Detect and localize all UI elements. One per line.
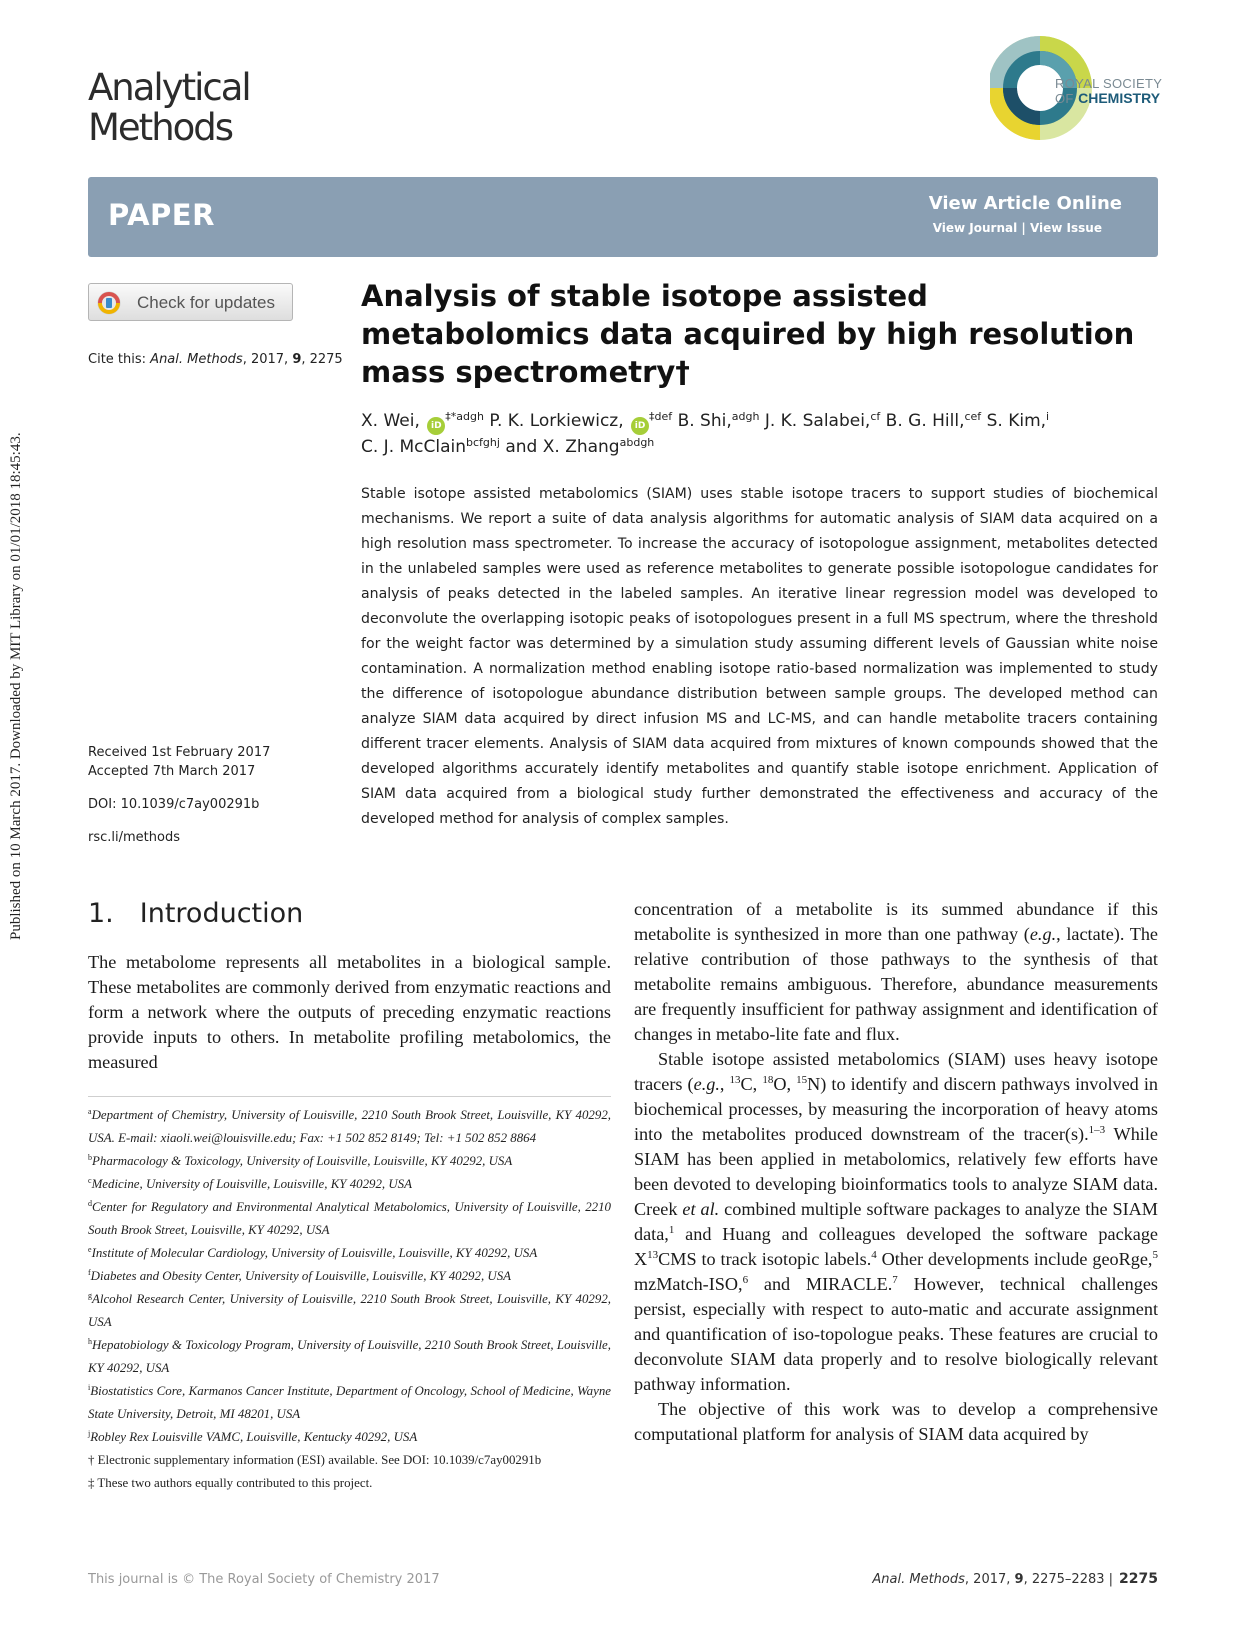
author-affiliation: def — [654, 410, 673, 423]
cite-this: Cite this: Anal. Methods, 2017, 9, 2275 — [88, 352, 343, 367]
paper-label: PAPER — [108, 198, 215, 232]
section-number: 1. — [88, 898, 114, 929]
paper-banner — [88, 177, 1158, 257]
affiliation-item: $^j$Robley Rex Louisville VAMC, Louisville, Kentucky 40292, USA — [88, 1429, 418, 1444]
author-affiliation: abdgh — [619, 436, 655, 449]
author-affiliation: adgh — [456, 410, 484, 423]
received-date: Received 1st February 2017 — [88, 745, 271, 760]
intro-paragraph: The objective of this work was to develop a comprehensive computational platform for analysis of SIAM data acquired by — [634, 1399, 1158, 1444]
author-affiliation: cf — [870, 410, 881, 423]
journal-title-line2: Methods — [88, 106, 233, 149]
abstract: Stable isotope assisted metabolomics (SIAM) uses stable isotope tracers to support studies of biochemical mechanisms. We report a suite of data analysis algorithms for automatic analysis of SIAM data acquired on a high resolution mass spectrometer. To increase the accuracy of isotopologue assignment, metabolites detected in the unlabeled samples were used as reference metabolites to generate possible isotopologue candidates for analysis of peaks detected in the labeled samples. An iterative linear regression model was developed to deconvolute the overlapping isotopic peaks of isotopologues present in a full MS spectrum, where the threshold for the weight factor was determined by a simulation study assuming different levels of Gaussian white noise contamination. A normalization method enabling isotope ratio-based normalization was implemented to study the difference of isotopologue abundance distribution between sample groups. The developed method can analyze SIAM data acquired by direct infusion MS and LC-MS, and can handle metabolite tracers containing different tracer elements. Analysis of SIAM data acquired from mixtures of known compounds showed that the developed algorithms accurately identify metabolites and quantify stable isotope enrichment. Application of SIAM data acquired from a biological study further demonstrated the effectiveness and accuracy of the developed method for analysis of complex samples. — [361, 486, 1158, 827]
side-publication-note — [8, 432, 34, 1500]
citation-link[interactable]: 1–3 — [1088, 1124, 1106, 1136]
page-number: 2275 — [1119, 1571, 1158, 1587]
author[interactable]: B. Shi, — [677, 411, 732, 431]
rsc-line2: CHEMISTRY — [1078, 90, 1161, 106]
rsc-line1: ROYAL SOCIETY — [1055, 76, 1163, 91]
author-marks: ‡ — [649, 410, 655, 423]
intro-paragraph: The metabolome represents all metabolites in a biological sample. These metabolites are commonly derived from enzymatic reactions and form a network where the outputs of preceding enzymatic reactions provide inputs to others. In metabolite profiling metabolomics, the measured — [88, 952, 611, 1072]
affiliations — [88, 1104, 611, 1495]
citation-link[interactable]: 6 — [742, 1274, 749, 1286]
crossmark-icon — [96, 291, 122, 315]
cite-volume: 9 — [292, 352, 302, 367]
intro-paragraph: concentration of a metabolite is its summed abundance if this metabolite is synthesized in more than one pathway (e.g., lactate). The relative contribution of those pathways to the synthesis of that metabolite remains ambiguous. Therefore, abundance measurements are frequently insufficient for pathway assignment and identification of changes in metabo-lite fate and flux. — [634, 899, 1159, 1044]
intro-left-column — [88, 950, 611, 1075]
author[interactable]: P. K. Lorkiewicz, — [489, 411, 624, 431]
affiliation-item: $^a$Department of Chemistry, University of Louisville, 2210 South Brook Street, Louisville, KY 40292, USA. E-mail: xiaoli.wei@louisville.edu; Fax: +1 502 852 8149; Tel: +1 502 852 8864 — [88, 1107, 611, 1145]
author-list — [361, 409, 1161, 460]
affiliation-item: $^c$Medicine, University of Louisville, Louisville, KY 40292, USA — [88, 1176, 413, 1191]
link-separator: | — [1021, 221, 1026, 235]
citation-link[interactable]: 5 — [1152, 1249, 1158, 1261]
footer-pages: , 2275–2283 | — [1023, 1572, 1114, 1587]
rsc-wordmark — [1055, 76, 1162, 106]
affiliation-item: $^b$Pharmacology & Toxicology, University of Louisville, Louisville, KY 40292, USA — [88, 1153, 513, 1168]
author-affiliation: adgh — [731, 410, 760, 423]
article-title: Analysis of stable isotope assisted metabolomics data acquired by high resolution mass spectrometry† — [361, 279, 1135, 389]
citation-link[interactable]: 4 — [871, 1249, 877, 1261]
footer-copyright: This journal is © The Royal Society of Chemistry 2017 — [88, 1572, 440, 1587]
affiliation-item: $^i$Biostatistics Core, Karmanos Cancer Institute, Department of Oncology, School of Medicine, Wayne State University, Detroit, MI 48201, USA — [88, 1383, 611, 1421]
author[interactable]: X. Wei, — [361, 411, 420, 431]
rsc-line2-prefix: OF — [1055, 91, 1074, 106]
journal-title — [88, 68, 250, 148]
view-issue-link[interactable]: View Issue — [1029, 221, 1102, 235]
author[interactable]: S. Kim, — [986, 411, 1047, 431]
orcid-icon[interactable]: iD — [427, 417, 445, 435]
footer-journal: Anal. Methods — [872, 1572, 965, 1587]
check-for-updates-button[interactable] — [88, 283, 293, 321]
affiliation-item: $^d$Center for Regulatory and Environmental Analytical Metabolomics, University of Louisville, 2210 South Brook Street, Louisville, KY 40292, USA — [88, 1199, 611, 1237]
author[interactable]: B. G. Hill, — [885, 411, 965, 431]
author[interactable]: J. K. Salabei, — [764, 411, 871, 431]
cite-prefix: Cite this: — [88, 352, 147, 367]
view-article-online-link[interactable]: View Article Online — [928, 193, 1122, 214]
author-affiliation: bcfghj — [466, 436, 500, 449]
footer-volume: 9 — [1014, 1572, 1024, 1587]
journal-title-line1: Analytical — [88, 66, 250, 109]
doi[interactable]: DOI: 10.1039/c7ay00291b — [88, 797, 260, 812]
cite-year: 2017, — [250, 352, 289, 367]
citation-link[interactable]: 1 — [668, 1224, 675, 1236]
banner-links — [933, 221, 1102, 235]
side-note-text: Published on 10 March 2017. Downloaded by MIT Library on 01/01/2018 18:45:43. — [8, 432, 24, 940]
affiliation-item: $^f$Diabetes and Obesity Center, University of Louisville, Louisville, KY 40292, USA — [88, 1268, 512, 1283]
orcid-icon[interactable]: iD — [631, 417, 649, 435]
equal-contribution-note: ‡ These two authors equally contributed to this project. — [88, 1476, 373, 1490]
intro-paragraph: Stable isotope assisted metabolomics (SIAM) uses heavy isotope tracers (e.g., $^{13}$C, $^{18}$O, $^{15}$N) to identify and discern pathways involved in biochemical processes, by measuring the incorporation of heavy atoms into the metabolites produced downstream of the tracer(s).$^{1-3}$ While SIAM has been applied in metabolomics, relatively few efforts have been devoted to developing bioinformatics tools to analyze SIAM data. Creek et al. combined multiple software packages to analyze the SIAM data,$^1$ and Huang and colleagues developed the software package $X^{13}CMS$ to track isotopic labels.$^4$ Other developments include geoRge,$^5$ mzMatch-ISO,$^6$ and MIRACLE.$^7$ However, technical challenges persist, especially with respect to auto-matic and accurate assignment and quantification of iso-topologue peaks. These features are crucial to deconvolute SIAM data properly and to resolve biologically relevant pathway information. — [634, 1049, 1159, 1394]
author-affiliation: cef — [964, 410, 982, 423]
cite-pages: , 2275 — [301, 352, 343, 367]
section-title: Introduction — [139, 898, 304, 929]
accepted-date: Accepted 7th March 2017 — [88, 764, 256, 779]
cite-journal: Anal. Methods — [150, 352, 243, 367]
view-journal-link[interactable]: View Journal — [932, 221, 1018, 235]
author[interactable]: C. J. McClain — [361, 437, 467, 457]
intro-right-column — [634, 897, 1158, 1447]
check-for-updates-label: Check for updates — [137, 293, 275, 312]
journal-site-link[interactable]: rsc.li/methods — [88, 830, 180, 845]
esi-note: † Electronic supplementary information (ESI) available. See DOI: 10.1039/c7ay00291b — [88, 1453, 542, 1467]
footer-citation — [872, 1571, 1158, 1587]
author-affiliation: i — [1046, 410, 1050, 423]
affiliation-item: $^h$Hepatobiology & Toxicology Program, University of Louisville, 2210 South Brook Street, Louisville, KY 40292, USA — [88, 1337, 611, 1375]
footnote-divider — [88, 1096, 611, 1097]
footer-year: , 2017, — [964, 1572, 1011, 1587]
citation-link[interactable]: 7 — [892, 1274, 898, 1286]
section-heading — [88, 898, 303, 929]
affiliation-item: $^g$Alcohol Research Center, University of Louisville, 2210 South Brook Street, Louisville, KY 40292, USA — [88, 1291, 611, 1329]
author[interactable]: and X. Zhang — [505, 437, 620, 457]
affiliation-item: $^e$Institute of Molecular Cardiology, University of Louisville, Louisville, KY 40292, USA — [88, 1245, 538, 1260]
author-marks: ‡* — [445, 410, 457, 423]
